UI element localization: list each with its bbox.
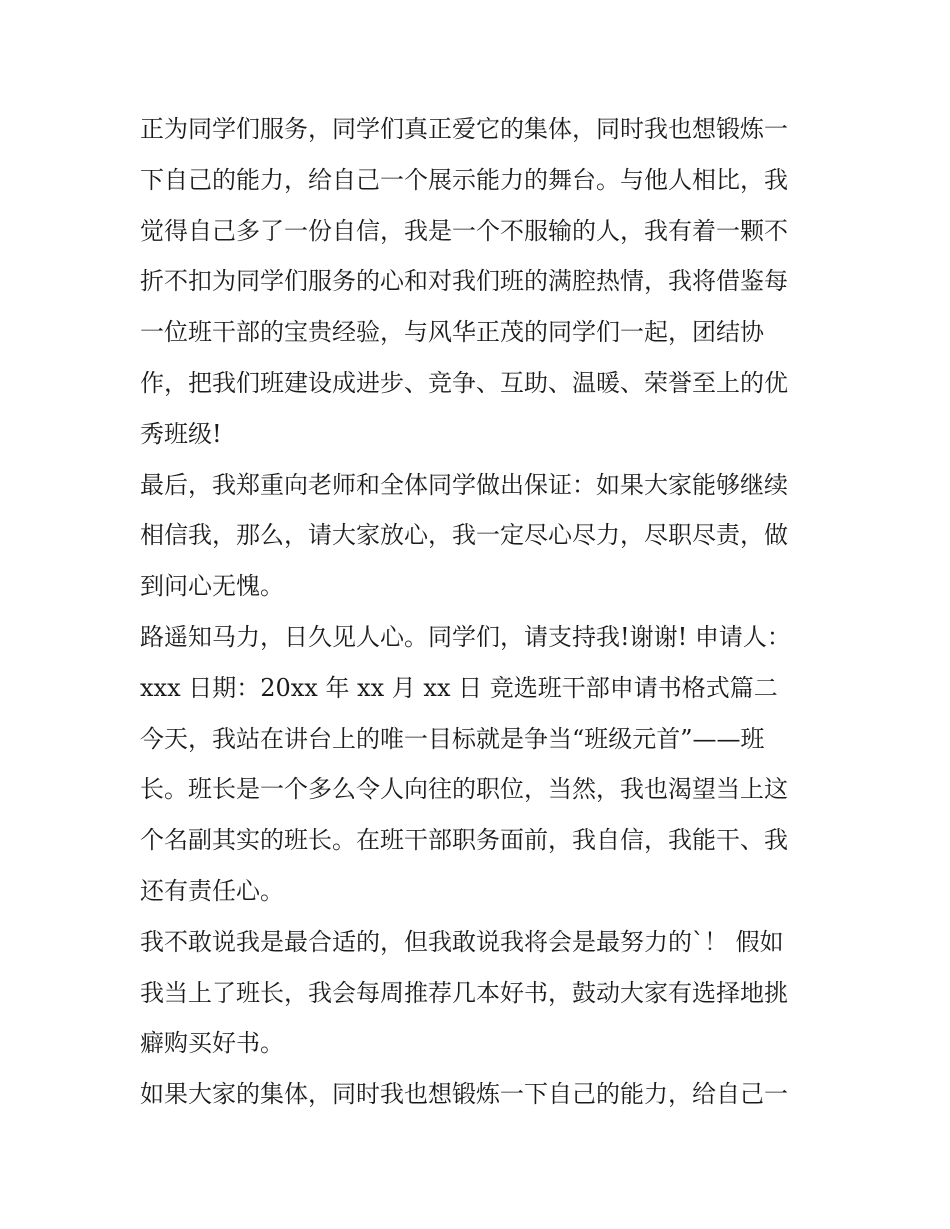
text-line: 如果大家的集体，同时我也想锻炼一下自己的能力，给自己一 <box>140 1080 788 1109</box>
text-line: 我不敢说我是最合适的，但我敢说我将会是最努力的`！ 假如 <box>140 927 784 956</box>
text-line: 个名副其实的班长。在班干部职务面前，我自信，我能干、我 <box>140 826 788 855</box>
text-line: 路遥知马力，日久见人心。同学们，请支持我!谢谢! 申请人： <box>140 622 791 651</box>
text-line: xxx 日期：20xx 年 xx 月 xx 日 竞选班干部申请书格式篇二 <box>140 673 778 702</box>
text-line: 一位班干部的宝贵经验，与风华正茂的同学们一起，团结协 <box>140 318 764 347</box>
text-line: 到问心无愧。 <box>140 572 284 601</box>
document-body <box>140 104 820 1120</box>
text-line: 最后，我郑重向老师和全体同学做出保证：如果大家能够继续 <box>140 470 788 499</box>
text-line: 正为同学们服务，同学们真正爱它的集体，同时我也想锻炼一 <box>140 115 788 143</box>
text-line: 相信我，那么，请大家放心，我一定尽心尽力，尽职尽责，做 <box>140 521 788 550</box>
text-line: 还有责任心。 <box>140 876 284 905</box>
text-line: 下自己的能力，给自己一个展示能力的舞台。与他人相比，我 <box>140 165 788 194</box>
text-line: 今天，我站在讲台上的唯一目标就是争当“班级元首”——班 <box>140 724 765 753</box>
text-line: 觉得自己多了一份自信，我是一个不服输的人，我有着一颗不 <box>140 216 788 245</box>
text-line: 长。班长是一个多么令人向往的职位，当然，我也渴望当上这 <box>140 775 788 804</box>
text-line: 秀班级! <box>140 419 222 448</box>
text-line: 折不扣为同学们服务的心和对我们班的满腔热情，我将借鉴每 <box>140 267 788 296</box>
text-line: 癖购买好书。 <box>140 1029 284 1058</box>
text-line: 我当上了班长，我会每周推荐几本好书，鼓动大家有选择地挑 <box>140 978 788 1007</box>
text-line: 作，把我们班建设成进步、竞争、互助、温暖、荣誉至上的优 <box>140 368 788 397</box>
